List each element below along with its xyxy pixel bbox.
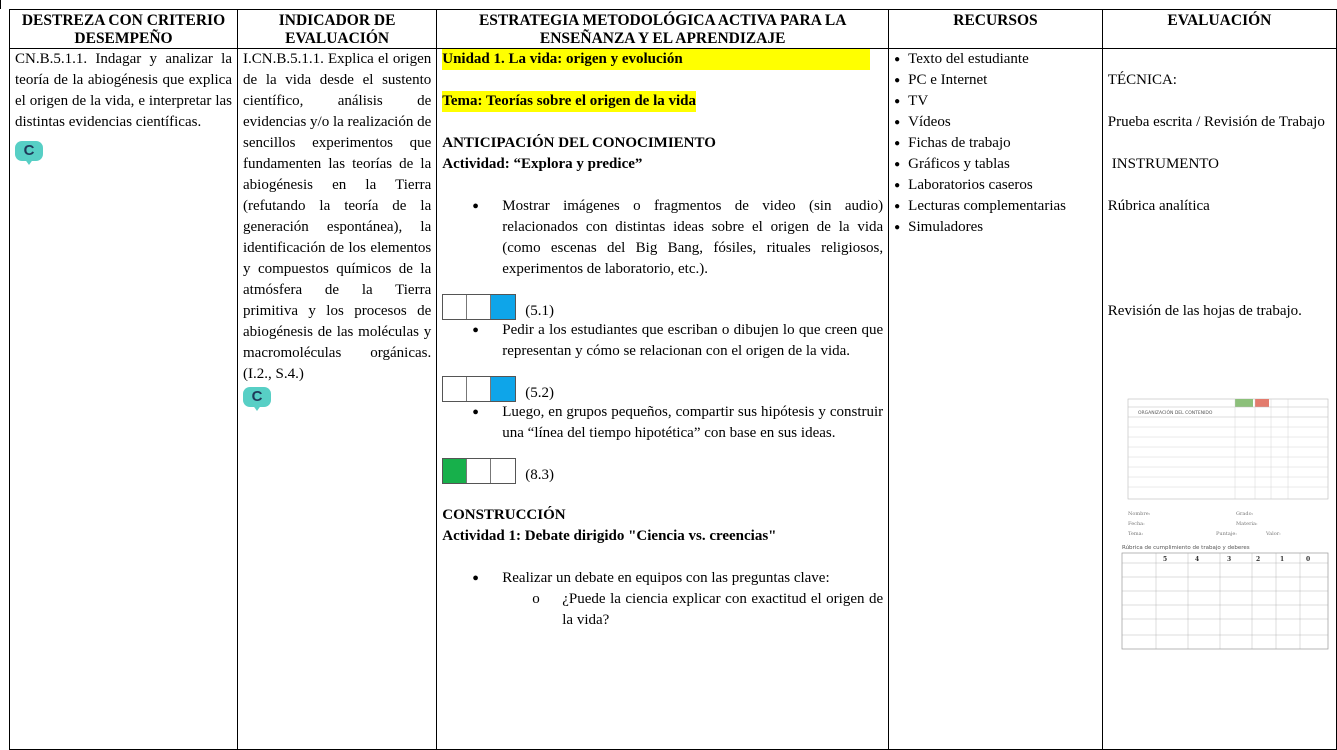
tema-title: Tema: Teorías sobre el origen de la vida: [442, 91, 696, 112]
destreza-text: CN.B.5.1.1. Indagar y analizar la teoría de la abiogénesis que explica el origen de la vida, e interpretar las distintas evidencias científicas.: [15, 51, 232, 130]
tecnica-label: TÉCNICA:: [1107, 72, 1177, 88]
resource-item: ● Simuladores: [894, 217, 1097, 238]
estrategia-cell: [437, 49, 889, 750]
curriculum-c-icon: C: [243, 387, 271, 411]
scale-code-2: (5.2): [525, 385, 554, 401]
revision-text: Revisión de las hojas de trabajo.: [1107, 303, 1302, 319]
svg-text:Fecha:: Fecha:: [1128, 521, 1145, 527]
resource-item: ● Lecturas complementarias: [894, 196, 1097, 217]
list-item: ● Luego, en grupos pequeños, compartir sus hipótesis y construir una “línea del tiempo hipotética” con base en sus ideas.: [442, 402, 883, 444]
anticipacion-title: ANTICIPACIÓN DEL CONOCIMIENTO: [442, 135, 716, 151]
tecnica-text: Prueba escrita / Revisión de Trabajo: [1107, 114, 1325, 130]
svg-text:Grado:: Grado:: [1236, 511, 1254, 517]
svg-text:Tema:: Tema:: [1128, 531, 1144, 537]
curriculum-c-icon: C: [15, 141, 43, 165]
header-destreza: DESTREZA CON CRITERIO DESEMPEÑO: [10, 10, 238, 49]
svg-text:5: 5: [1163, 556, 1168, 563]
resource-item: ● PC e Internet: [894, 70, 1097, 91]
rubric-subtitle: Rúbrica de cumplimiento de trabajo y deberes: [1122, 545, 1250, 551]
progress-scale-2: [442, 376, 883, 402]
header-evaluacion: EVALUACIÓN: [1102, 10, 1336, 49]
svg-text:0: 0: [1306, 556, 1311, 563]
anticipacion-bullets: [442, 196, 883, 280]
unidad-title: Unidad 1. La vida: origen y evolución: [442, 49, 870, 70]
resource-item: ● Laboratorios caseros: [894, 175, 1097, 196]
instrumento-label: INSTRUMENTO: [1111, 156, 1220, 172]
header-recursos: RECURSOS: [889, 10, 1103, 49]
recursos-cell: [889, 49, 1103, 750]
resource-item: ● TV: [894, 91, 1097, 112]
resource-item: ● Vídeos: [894, 112, 1097, 133]
indicador-cell: [238, 49, 437, 750]
page-top-border: [0, 0, 1337, 9]
list-item: o ¿Puede la ciencia explicar con exactitud el origen de la vida?: [442, 589, 883, 631]
destreza-cell: [10, 49, 238, 750]
resource-item: ● Texto del estudiante: [894, 49, 1097, 70]
header-indicador: INDICADOR DE EVALUACIÓN: [238, 10, 437, 49]
svg-text:3: 3: [1227, 556, 1232, 563]
scale-filled-box: [491, 295, 515, 319]
scale-code-3: (8.3): [525, 467, 554, 483]
instrumento-text: Rúbrica analítica: [1107, 198, 1210, 214]
svg-text:Puntaje:: Puntaje:: [1216, 531, 1237, 537]
list-item: ● Pedir a los estudiantes que escriban o dibujen lo que creen que representan y cómo se relacionan con el origen de la vida.: [442, 320, 883, 362]
anticipacion-activity: Actividad: “Explora y predice”: [442, 156, 643, 172]
svg-text:Valor:: Valor:: [1266, 531, 1281, 537]
svg-text:2: 2: [1256, 556, 1261, 563]
rubric-heading: ORGANIZACIÓN DEL CONTENIDO: [1138, 411, 1213, 416]
scale-filled-box: [443, 459, 467, 483]
rubric-thumbnail-image: [1116, 387, 1333, 652]
scale-code-1: (5.1): [525, 303, 554, 319]
list-item: ● Realizar un debate en equipos con las preguntas clave:: [442, 568, 883, 589]
scale-filled-box: [491, 377, 515, 401]
svg-text:Nombre:: Nombre:: [1128, 511, 1151, 517]
svg-text:1: 1: [1280, 556, 1285, 563]
indicador-text: I.CN.B.5.1.1. Explica el origen de la vida desde el sustento científico, análisis de evidencias y/o la realización de sencillos experimentos que fundamenten las teorías de la abiogénesis en la Tierra (refutando la teoría de la generación espontánea), la identificación de los elementos y compuestos químicos de la atmósfera de la Tierra primitiva y los procesos de abiogénesis de las moléculas y macromoléculas orgánicas. (I.2., S.4.): [243, 51, 432, 382]
svg-text:Materia:: Materia:: [1236, 521, 1258, 527]
list-item: ● Mostrar imágenes o fragmentos de video (sin audio) relacionados con distintas ideas sobre el origen de la vida (como escenas del Big Bang, fósiles, rituales religiosos, experimentos de laboratorio, etc.).: [442, 196, 883, 280]
resource-item: ● Gráficos y tablas: [894, 154, 1097, 175]
progress-scale-1: [442, 294, 883, 320]
resource-item: ● Fichas de trabajo: [894, 133, 1097, 154]
svg-text:4: 4: [1195, 556, 1200, 563]
progress-scale-3: [442, 458, 883, 484]
construccion-title: CONSTRUCCIÓN: [442, 507, 566, 523]
construccion-activity: Actividad 1: Debate dirigido "Ciencia vs. creencias": [442, 528, 777, 544]
recursos-list: [894, 49, 1097, 238]
header-estrategia: ESTRATEGIA METODOLÓGICA ACTIVA PARA LA ENSEÑANZA Y EL APRENDIZAJE: [437, 10, 889, 49]
